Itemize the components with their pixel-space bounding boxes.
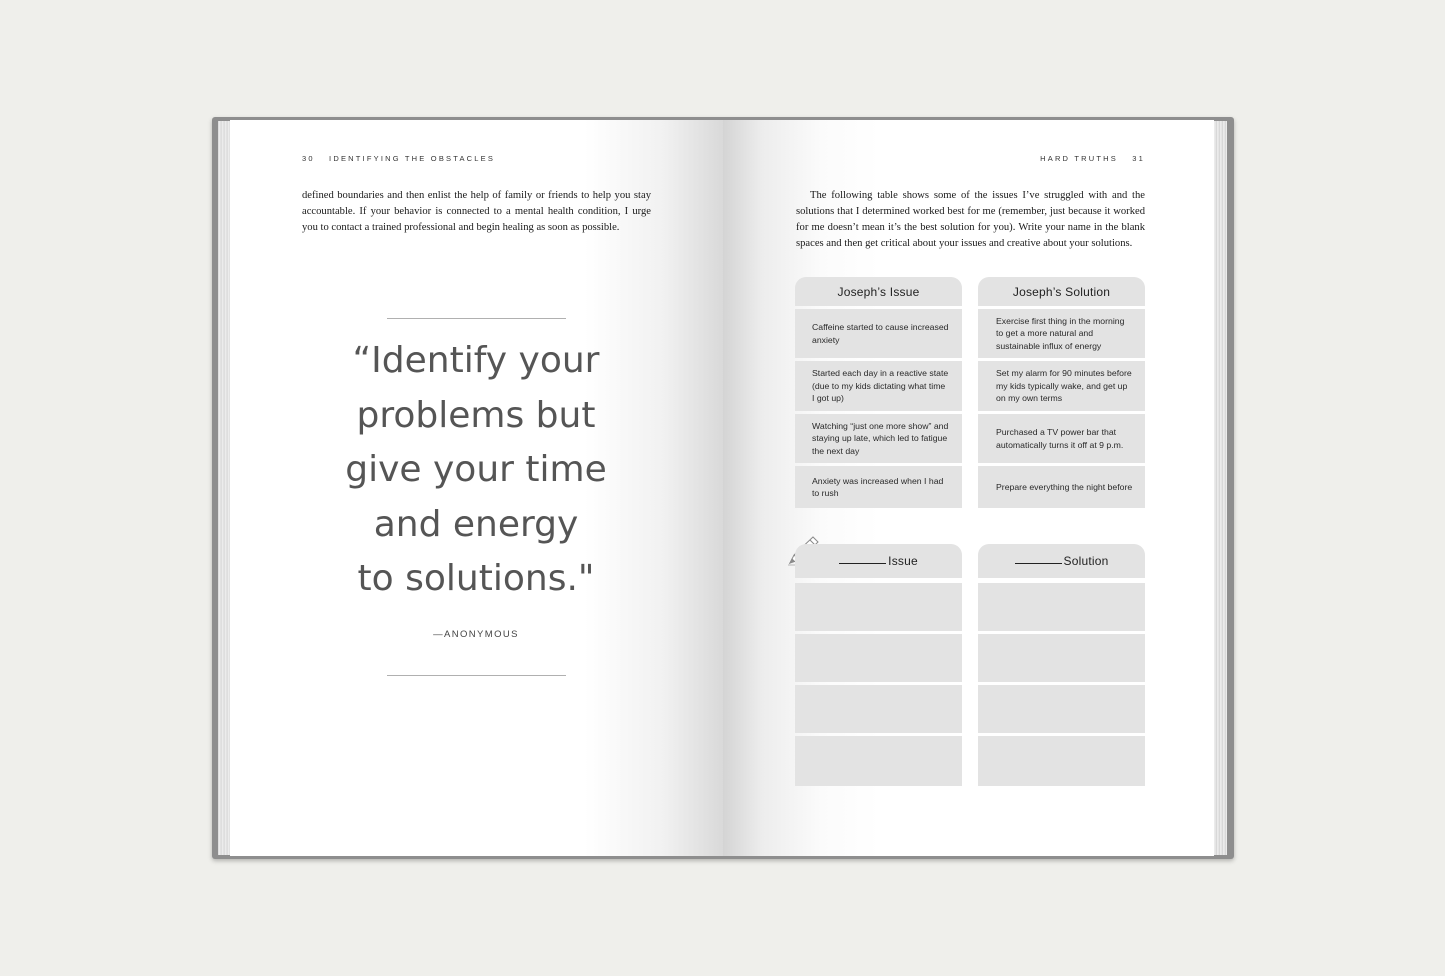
name-blank-line <box>839 563 886 564</box>
table-cell: Started each day in a reactive state (due to my kids dictating what time I got up) <box>795 361 962 411</box>
name-blank-line <box>1015 563 1062 564</box>
table-cell: Watching “just one more show” and staying up late, which led to fatigue the next day <box>795 414 962 463</box>
table-cell: Prepare everything the night before <box>978 466 1145 508</box>
table-cell: Exercise first thing in the morning to get a more natural and sustainable influx of energy <box>978 309 1145 358</box>
left-page-number: 30 <box>302 154 315 163</box>
blank-cell[interactable] <box>978 634 1145 682</box>
blank-cell[interactable] <box>795 583 962 631</box>
quote-line: “Identify your <box>352 340 600 381</box>
blank-cell[interactable] <box>795 736 962 786</box>
right-body-text: The following table shows some of the issues I’ve struggled with and the solutions that I determined worked best for me (remember, just because it worked for me doesn’t mean it’s the best solution for you). Write your name in the blank spaces and then get critical about your issues and creative about your solutions. <box>796 190 1145 249</box>
left-body-text: defined boundaries and then enlist the help of family or friends to help you stay accountable. If your behavior is connected to a mental health condition, I urge you to contact a trained professional and begin healing as soon as possible. <box>302 190 651 233</box>
right-running-head-title: HARD TRUTHS <box>1040 154 1118 163</box>
quote-line: to solutions." <box>357 558 595 599</box>
quote-line: and energy <box>373 503 579 545</box>
blank-cell[interactable] <box>978 736 1145 786</box>
blank-cell[interactable] <box>795 685 962 733</box>
table-cell: Set my alarm for 90 minutes before my kids typically wake, and get up on my own terms <box>978 361 1145 411</box>
quote-rule-top <box>387 318 566 319</box>
quote-line: give your time <box>345 449 607 490</box>
worksheet-issue-column <box>795 544 962 786</box>
worksheet-solution-header <box>978 544 1145 578</box>
pull-quote <box>316 334 636 607</box>
worksheet-issue-label: Issue <box>888 554 918 568</box>
example-issue-header: Joseph’s Issue <box>795 277 962 306</box>
worksheet-issue-header <box>795 544 962 578</box>
page-edges-right <box>1213 121 1227 855</box>
worksheet-solution-label: Solution <box>1063 554 1109 568</box>
quote-attribution: —ANONYMOUS <box>433 629 519 640</box>
table-cell: Purchased a TV power bar that automatically turns it off at 9 p.m. <box>978 414 1145 463</box>
example-solution-column <box>978 277 1145 508</box>
blank-cell[interactable] <box>978 685 1145 733</box>
quote-rule-bottom <box>387 675 566 676</box>
quote-line: problems but <box>356 394 596 436</box>
worksheet-solution-column <box>978 544 1145 786</box>
right-running-head <box>1040 154 1145 163</box>
blank-cell[interactable] <box>795 634 962 682</box>
table-cell: Caffeine started to cause increased anxiety <box>795 309 962 358</box>
right-page-number: 31 <box>1132 154 1145 163</box>
example-solution-header: Joseph’s Solution <box>978 277 1145 306</box>
table-cell: Anxiety was increased when I had to rush <box>795 466 962 508</box>
left-running-head-title: IDENTIFYING THE OBSTACLES <box>329 154 496 163</box>
blank-cell[interactable] <box>978 583 1145 631</box>
left-running-head <box>302 154 495 163</box>
example-issue-column <box>795 277 962 508</box>
